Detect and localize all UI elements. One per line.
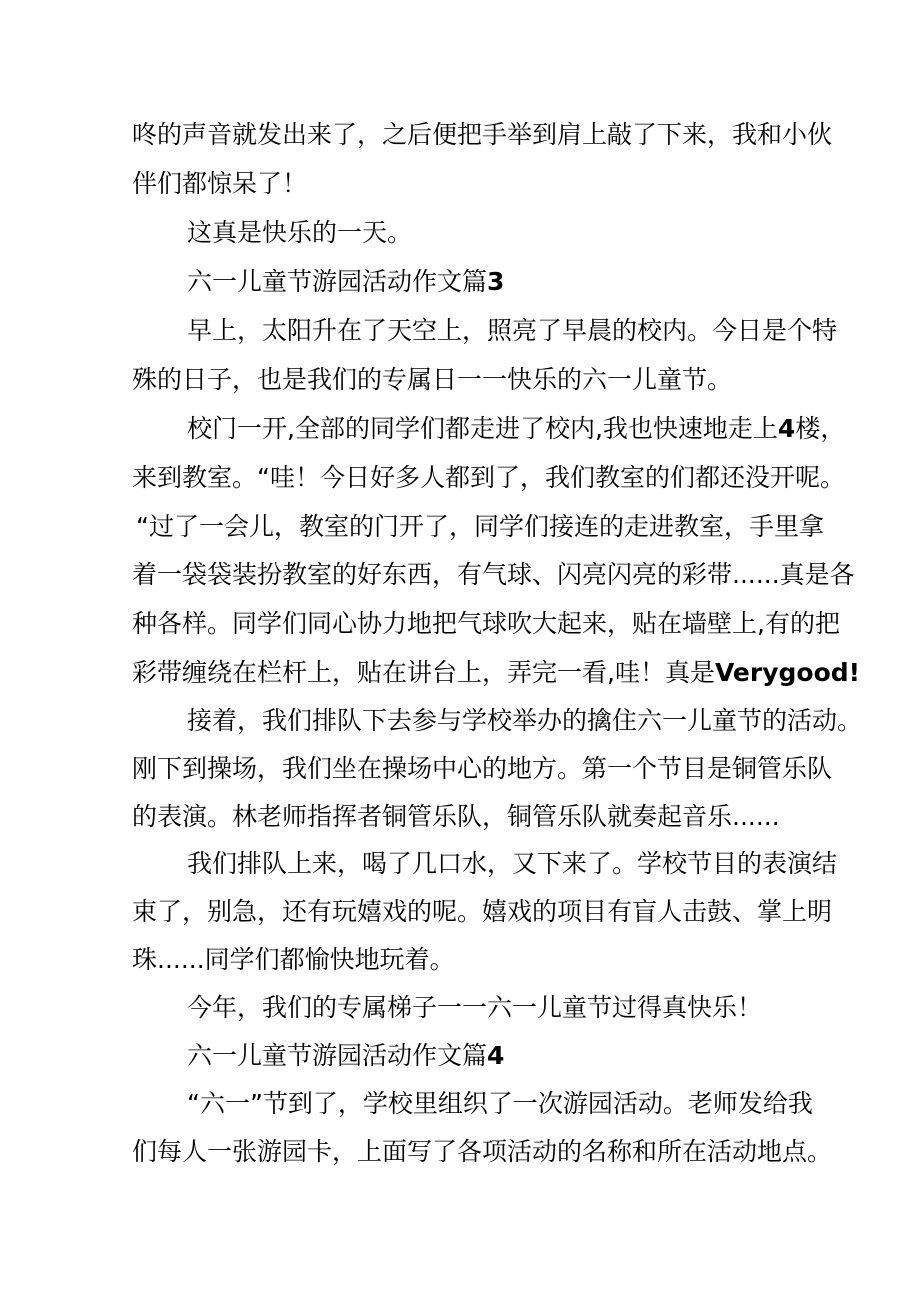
text-line: 今年，我们的专属梯子一一六一儿童节过得真快乐！ <box>187 993 763 1022</box>
section-heading: 六一儿童节游园活动作文篇3 <box>187 267 505 296</box>
text-line: “过了一会儿，教室的门开了，同学们接连的走进教室，手里拿 <box>136 512 824 541</box>
text-line: 殊的日子，也是我们的专属日一一快乐的六一儿童节。 <box>132 365 733 394</box>
text-line: 刚下到操场，我们坐在操场中心的地方。第一个节目是铜管乐队 <box>132 754 833 783</box>
section-heading: 六一儿童节游园活动作文篇4 <box>187 1041 505 1070</box>
text-line: 我们排队上来，喝了几口水，又下来了。学校节目的表演结 <box>187 849 838 878</box>
text-line: 种各样。同学们同心协力地把气球吹大起来，贴在墙壁上,有的把 <box>132 609 840 638</box>
text-line: 珠......同学们都愉快地玩着。 <box>132 945 455 974</box>
text-line: 来到教室。“哇！今日好多人都到了，我们教室的们都还没开呢。 <box>132 463 845 492</box>
text-line: 着一袋袋装扮教室的好东西，有气球、闪亮闪亮的彩带......真是各 <box>132 560 855 589</box>
text-line: 们每人一张游园卡，上面写了各项活动的名称和所在活动地点。 <box>132 1137 833 1166</box>
text-line: 这真是快乐的一天。 <box>187 218 413 247</box>
text-line: 早上，太阳升在了天空上，照亮了早晨的校内。今日是个特 <box>187 316 838 345</box>
text-line: 校门一开,全部的同学们都走进了校内,我也快速地走上4楼， <box>187 414 846 443</box>
text-line: 彩带缠绕在栏杆上，贴在讲台上，弄完一看,哇！真是Verygood! <box>132 658 861 687</box>
text-line: “六一”节到了，学校里组织了一次游园活动。老师发给我 <box>187 1089 813 1118</box>
text-line: 接着，我们排队下去参与学校举办的擒住六一儿童节的活动。 <box>187 706 863 735</box>
text-line: 束了，别急，还有玩嬉戏的呢。嬉戏的项目有盲人击鼓、掌上明 <box>132 897 833 926</box>
text-line: 伴们都惊呆了！ <box>132 169 308 198</box>
text-line: 的表演。林老师指挥者铜管乐队，铜管乐队就奏起音乐...... <box>132 802 780 831</box>
text-line: 咚的声音就发出来了，之后便把手举到肩上敲了下来，我和小伙 <box>132 120 833 149</box>
